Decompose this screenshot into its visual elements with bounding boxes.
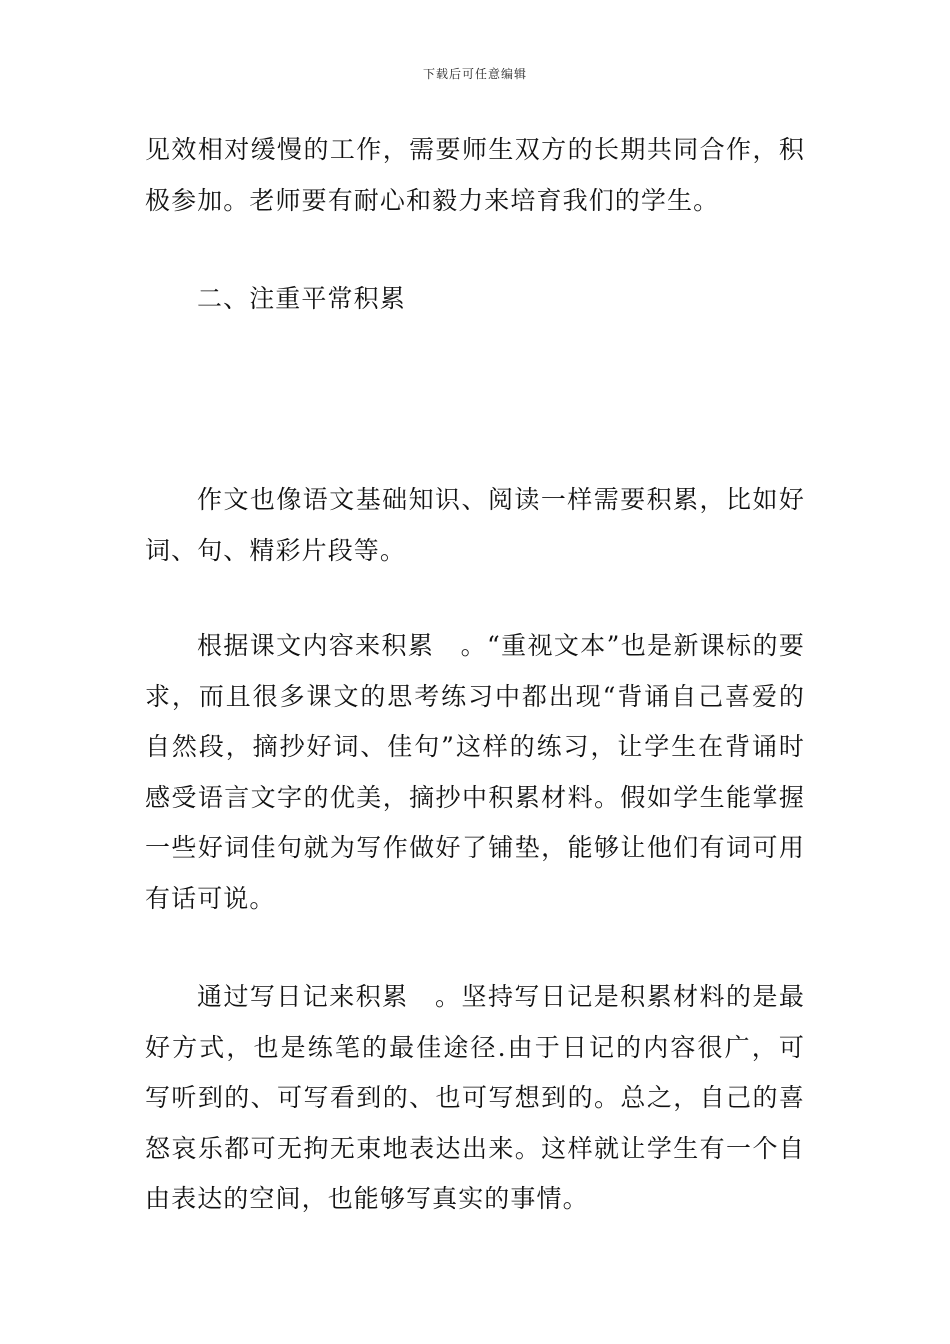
paragraph: 通过写日记来积累 。坚持写日记是积累材料的是最好方式，也是练笔的最佳途径.由于日记的内容很广，可写听到的、可写看到的、也可写想到的。总之，自己的喜怒哀乐都可无拘无束地表达出来。这样就让学生有一个自由表达的空间，也能够写真实的事情。: [145, 982, 805, 1213]
paragraph: 作文也像语文基础知识、阅读一样需要积累，比如好词、句、精彩片段等。: [145, 485, 805, 565]
page-header: 下载后可任意编辑: [422, 67, 527, 81]
paragraph: 根据课文内容来积累 。“重视文本”也是新课标的要求，而且很多课文的思考练习中都出现“背诵自己喜爱的自然段，摘抄好词、佳句”这样的练习，让学生在背诵时感受语言文字的优美，摘抄中积累材料。假如学生能掌握一些好词佳句就为写作做好了铺垫，能够让他们有词可用有话可说。: [145, 631, 805, 913]
section-heading: 二、注重平常积累: [197, 284, 406, 313]
paragraph-continuation: 见效相对缓慢的工作，需要师生双方的长期共同合作，积极参加。老师要有耐心和毅力来培育我们的学生。: [145, 135, 805, 215]
